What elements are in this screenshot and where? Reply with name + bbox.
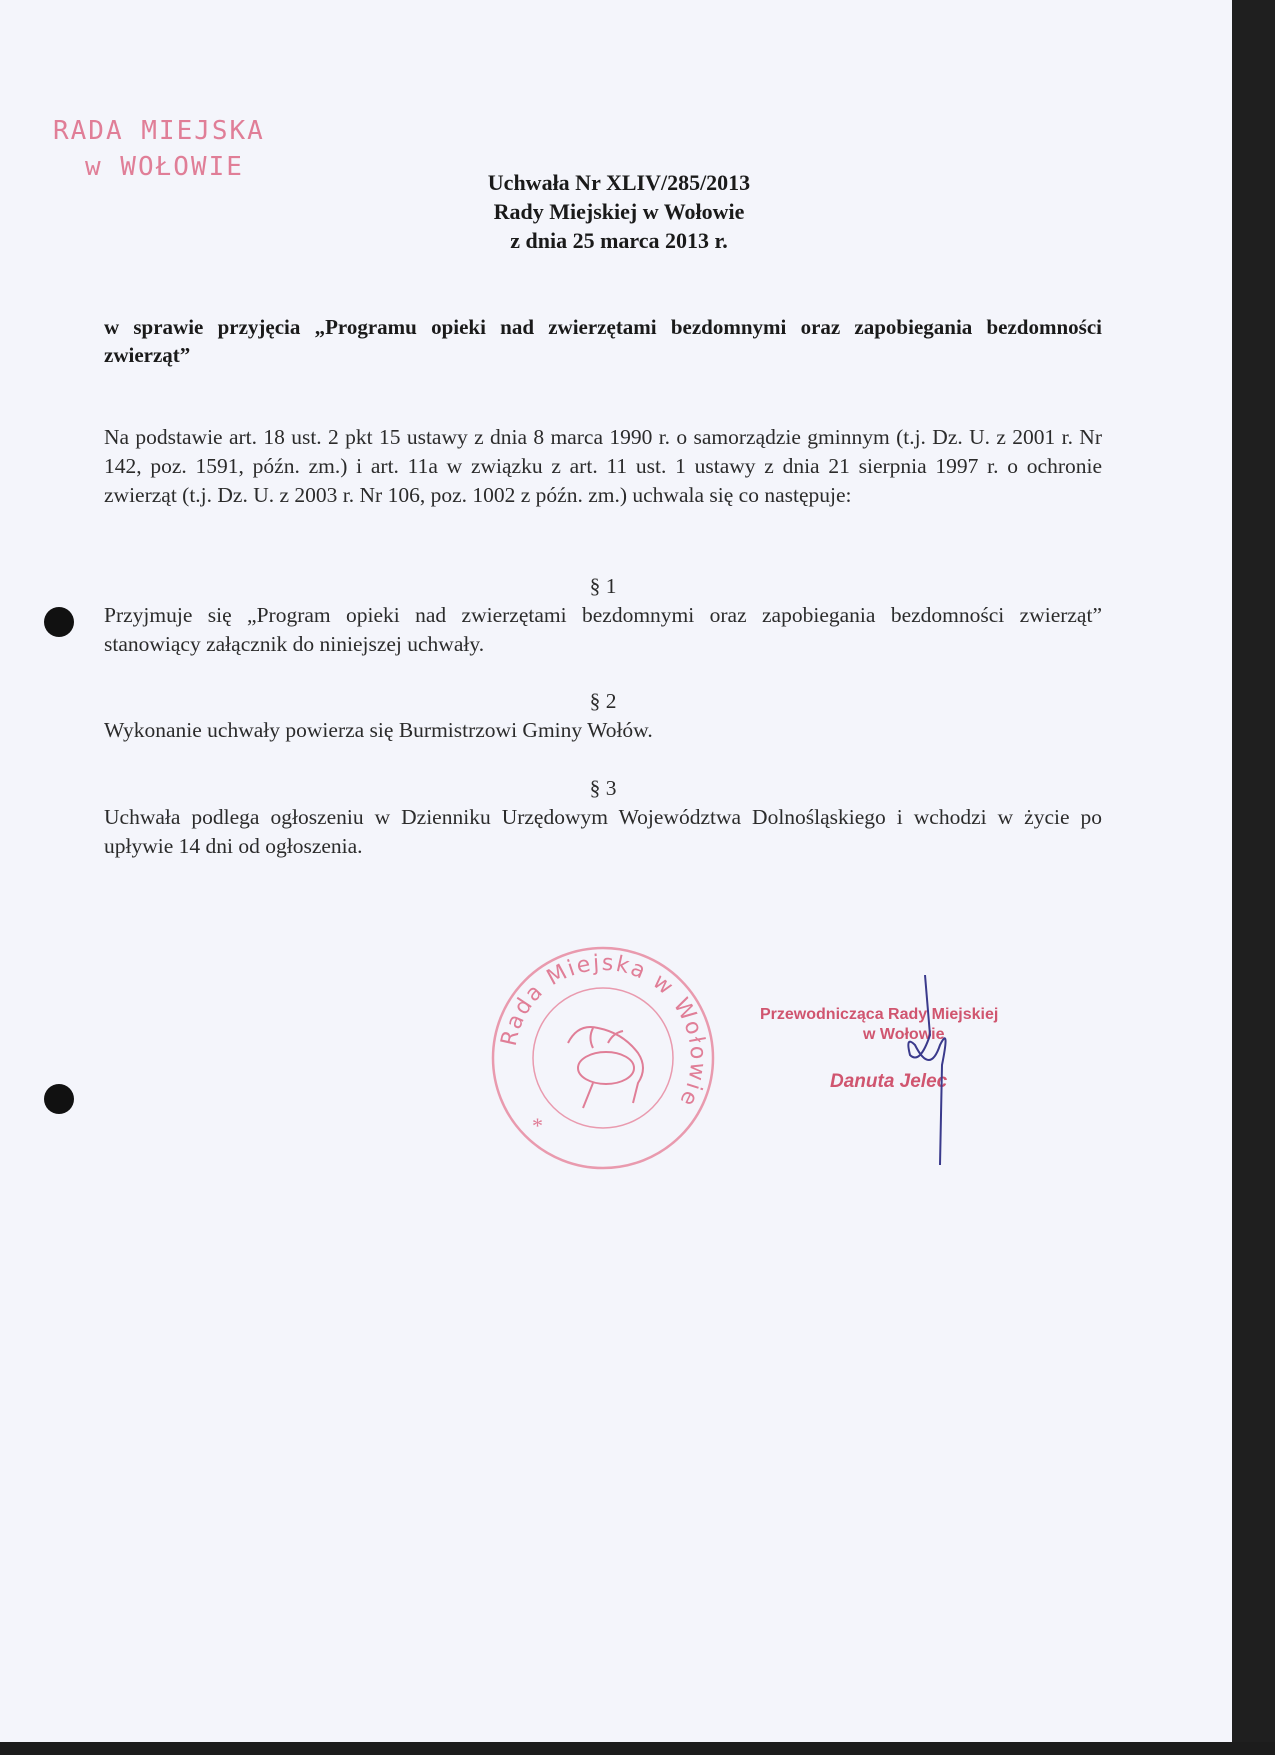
scan-edge-bottom [0,1742,1275,1755]
punch-hole-top [44,607,74,637]
signatory-title-2: w Wołowie [863,1026,945,1043]
scan-edge-right [1232,0,1275,1755]
stamp-line-1: RADA MIEJSKA [53,116,265,146]
resolution-header [300,168,938,255]
handwritten-signature [900,975,960,1165]
official-seal [488,943,718,1173]
resolution-number: Uchwała Nr XLIV/285/2013 [487,170,751,195]
stamp-line-2: w WOŁOWIE [85,152,244,182]
section-1-mark: § 1 [589,574,617,598]
resolution-council: Rady Miejskiej w Wołowie [493,199,745,224]
section-3-mark: § 3 [589,776,617,800]
section-3-text: Uchwała podlega ogłoszeniu w Dzienniku Urzędowym Województwa Dolnośląskiego i wchodzi w życie po upływie 14 dni od ogłoszenia. [104,805,1102,858]
resolution-subject: w sprawie przyjęcia „Programu opieki nad zwierzętami bezdomnymi oraz zapobiegania bezdomności zwierząt” [104,315,1102,367]
punch-hole-bottom [44,1084,74,1114]
resolution-date: z dnia 25 marca 2013 r. [510,228,728,253]
signatory-name: Danuta Jelec [830,1071,948,1092]
section-2-text: Wykonanie uchwały powierza się Burmistrzowi Gminy Wołów. [104,718,653,742]
seal-star-icon: * [532,1113,543,1138]
signatory-title: Przewodnicząca Rady Miejskiej [760,1006,999,1023]
bull-emblem-icon [568,1027,643,1108]
seal-text: Rada Miejska w Wołowie [496,950,711,1112]
section-2-mark: § 2 [589,689,617,713]
legal-basis-paragraph: Na podstawie art. 18 ust. 2 pkt 15 ustawy z dnia 8 marca 1990 r. o samorządzie gminnym (t.j. Dz. U. z 2001 r. Nr 142, poz. 1591, późn. zm.) i art. 11a w związku z art. 11 ust. 1 ustawy z dnia 21 sierpnia 1997 r. o ochronie zwierząt (t.j. Dz. U. z 2003 r. Nr 106, poz. 1002 z późn. zm.) uchwala się co następuje: [104,425,1102,507]
section-1-text: Przyjmuje się „Program opieki nad zwierzętami bezdomnymi oraz zapobiegania bezdomności zwierząt” stanowiący załącznik do niniejszej uchwały. [104,603,1102,656]
